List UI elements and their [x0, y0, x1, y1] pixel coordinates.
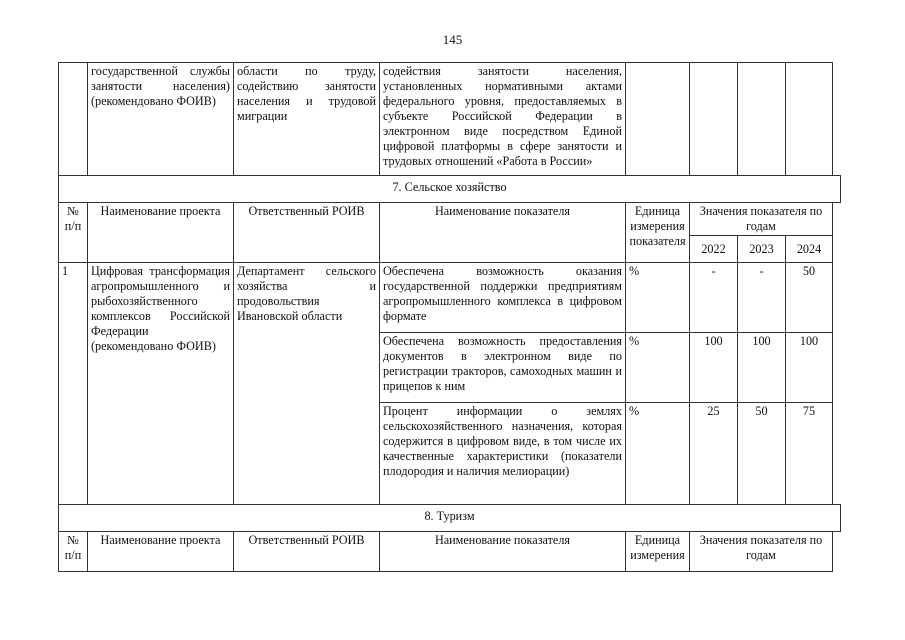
- header-indicator: Наименование показателя: [380, 203, 626, 263]
- page-number: 145: [442, 32, 463, 47]
- value-2024: 100: [786, 333, 833, 403]
- header-year: 2024: [786, 236, 833, 263]
- indicator-unit: %: [626, 403, 690, 505]
- header-project: Наименование проекта: [88, 203, 234, 263]
- header-roiv: Ответственный РОИВ: [234, 203, 380, 263]
- row-num: 1: [59, 263, 88, 505]
- header-year: 2022: [690, 236, 738, 263]
- value-2024: 50: [786, 263, 833, 333]
- roiv-cell: области по труду, содействию занятости населения и трудовой миграции: [234, 63, 380, 176]
- header-num: № п/п: [59, 532, 88, 572]
- year-cell: [786, 63, 833, 176]
- header-values: Значения показателя по годам: [690, 203, 833, 236]
- project-cell: государственной службы занятости населения) (рекомендовано ФОИВ): [88, 63, 234, 176]
- value-2023: -: [738, 263, 786, 333]
- indicator-name: Процент информации о землях сельскохозяйственного назначения, которая содержится в цифровом виде, в том числе их качественные характеристики (показатели плодородия и наличия мелиорации): [380, 403, 626, 505]
- num-cell: [59, 63, 88, 176]
- header-year: 2023: [738, 236, 786, 263]
- value-2022: 100: [690, 333, 738, 403]
- section-title-agriculture: 7. Сельское хозяйство: [59, 176, 841, 203]
- indicator-name: Обеспечена возможность предоставления документов в электронном виде по регистрации тракторов, самоходных машин и прицепов к ним: [380, 333, 626, 403]
- year-cell: [690, 63, 738, 176]
- indicator-unit: %: [626, 333, 690, 403]
- value-2024: 75: [786, 403, 833, 505]
- indicator-cell: содействия занятости населения, установленных нормативными актами федерального уровня, предоставляемых в субъекте Российской Федерации в электронном виде посредством Единой цифровой платформы в сфере занятости и трудовых отношений «Работа в России»: [380, 63, 626, 176]
- row-project: Цифровая трансформация агропромышленного и рыбохозяйственного комплексов Российской Федерации (рекомендовано ФОИВ): [88, 263, 234, 505]
- row-roiv: Департамент сельского хозяйства и продовольствия Ивановской области: [234, 263, 380, 505]
- year-cell: [738, 63, 786, 176]
- value-2022: 25: [690, 403, 738, 505]
- indicator-unit: %: [626, 263, 690, 333]
- value-2023: 100: [738, 333, 786, 403]
- header-indicator: Наименование показателя: [380, 532, 626, 572]
- header-unit: Единица измерения: [626, 532, 690, 572]
- section-title-tourism: 8. Туризм: [59, 505, 841, 532]
- header-num: № п/п: [59, 203, 88, 263]
- header-unit: Единица измерения показателя: [626, 203, 690, 263]
- indicator-name: Обеспечена возможность оказания государственной поддержки предприятиям агропромышленного комплекса в цифровом формате: [380, 263, 626, 333]
- header-roiv: Ответственный РОИВ: [234, 532, 380, 572]
- header-project: Наименование проекта: [88, 532, 234, 572]
- value-2022: -: [690, 263, 738, 333]
- continuation-row: [59, 63, 841, 176]
- header-values: Значения показателя по годам: [690, 532, 833, 572]
- value-2023: 50: [738, 403, 786, 505]
- unit-cell: [626, 63, 690, 176]
- indicators-table: [58, 62, 841, 572]
